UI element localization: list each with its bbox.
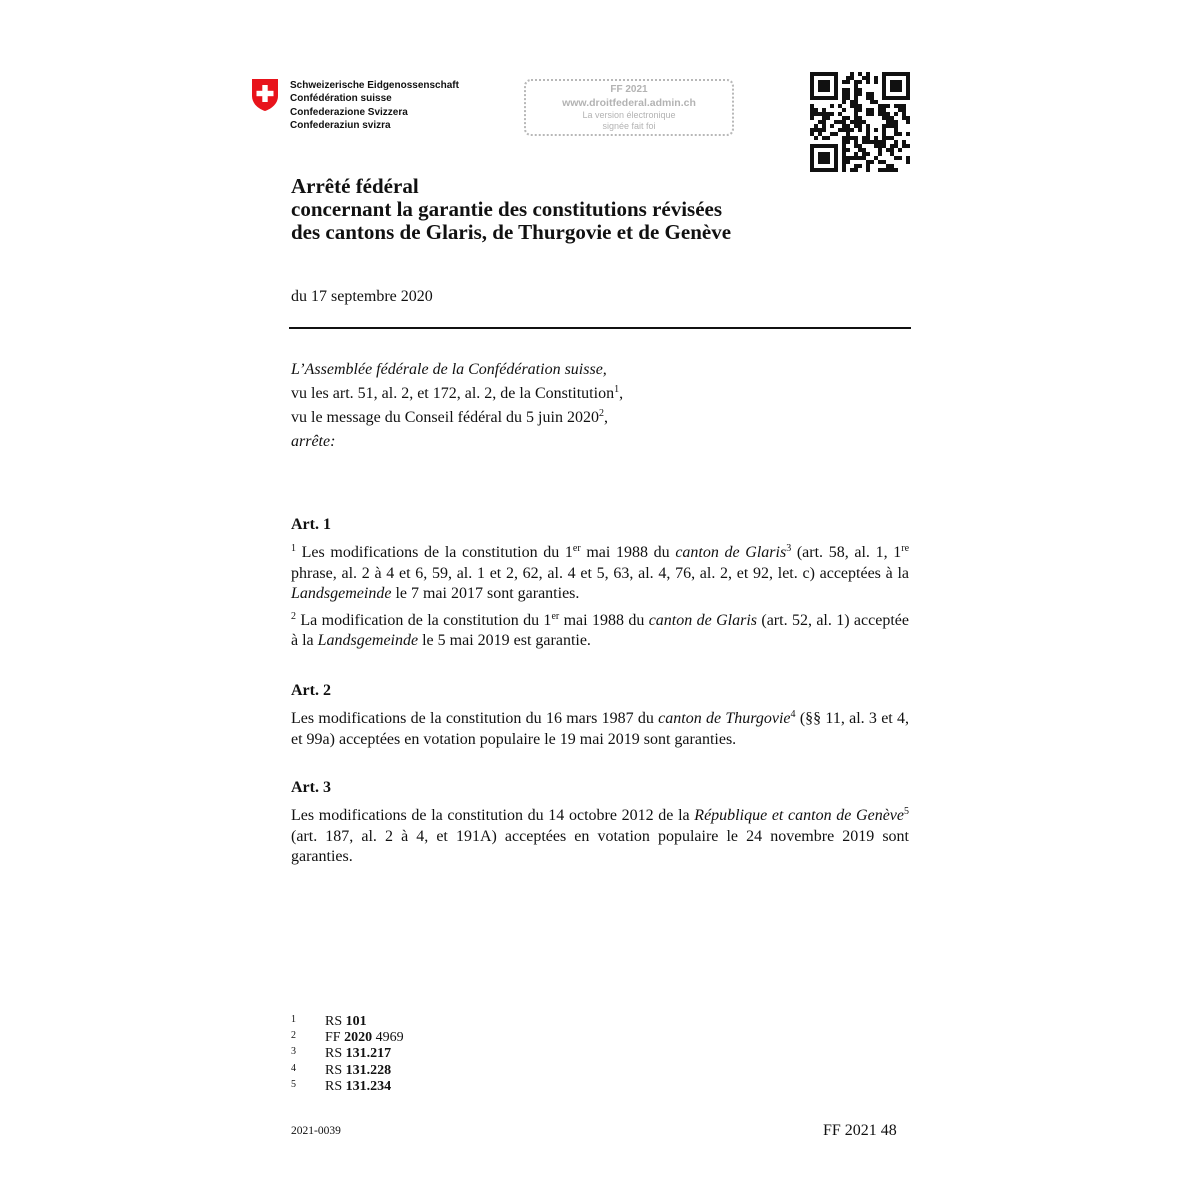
- document-date: du 17 septembre 2020: [291, 288, 433, 305]
- footnote-ref-3[interactable]: 3: [786, 543, 792, 554]
- article-3-heading: Art. 3: [291, 779, 331, 796]
- paragraph-number: 2: [291, 610, 296, 622]
- footnote: 4 RS 131.228: [291, 1062, 392, 1078]
- title-line-2: concernant la garantie des constitutions révisées: [291, 197, 723, 221]
- canton-name: canton de Glaris: [675, 544, 787, 561]
- preamble-vu1-text: vu les art. 51, al. 2, et 172, al. 2, de la Constitution: [291, 385, 615, 402]
- title-divider: [289, 327, 911, 329]
- preamble-assembly: L’Assemblée fédérale de la Confédération suisse,: [291, 361, 607, 378]
- stamp-line3: La version électronique: [582, 110, 676, 120]
- article-1-paragraph-2: $^2$ La modification de la constitution du 1er mai 1988 du canton de Glaris (art. 52, al. 1) acceptée à la Landsgemeinde le 5 mai 2019 est garantie.: [291, 610, 909, 650]
- footnote: 2 FF 2020 4969: [291, 1030, 404, 1046]
- preamble-vu2-end: ,: [603, 409, 608, 426]
- canton-name: République et canton de Genève: [694, 807, 904, 824]
- article-3-body: [291, 806, 909, 874]
- ff-reference: FF 2021 48: [823, 1122, 897, 1139]
- confederation-name-de: Schweizerische Eidgenossenschaft: [290, 80, 459, 91]
- article-1-heading: Art. 1: [291, 516, 331, 533]
- footnote-ref-4[interactable]: 4: [790, 709, 796, 720]
- preamble-vu1-end: ,: [619, 385, 624, 402]
- confederation-name-fr: Confédération suisse: [290, 93, 392, 105]
- confederation-name-rm: Confederaziun svizra: [290, 120, 391, 132]
- footnote-ref-2[interactable]: 2: [598, 408, 604, 419]
- paragraph-number: 1: [291, 543, 296, 554]
- stamp-url[interactable]: www.droitfederal.admin.ch: [562, 97, 696, 109]
- preamble-vu2-text: vu le message du Conseil fédéral du 5 juin 2020: [291, 409, 599, 426]
- title-line-1: Arrêté fédéral: [291, 174, 419, 198]
- footnote-ref-1[interactable]: 1: [614, 384, 620, 395]
- qr-code-icon[interactable]: [810, 72, 910, 172]
- preamble-vu-constitution: [291, 383, 911, 404]
- article-2-heading: Art. 2: [291, 682, 331, 699]
- footnote-ref-5[interactable]: 5: [904, 806, 909, 817]
- article-2-paragraph: Les modifications de la constitution du 16 mars 1987 du canton de Thurgovie$^4$ (§§ 11, al. 3 et 4, et 99a) acceptées en votation populaire le 19 mai 2019 sont garanties.: [291, 709, 910, 748]
- preamble-vu-message: [291, 407, 911, 428]
- preamble: [291, 359, 911, 455]
- canton-name: canton de Thurgovie: [658, 710, 791, 727]
- footnote: 1 RS 101: [291, 1014, 367, 1029]
- title-line-3: des cantons de Glaris, de Thurgovie et de Genève: [291, 220, 732, 244]
- swiss-cross-shield-icon: [251, 78, 279, 112]
- article-1-body: [291, 543, 909, 658]
- confederation-name-it: Confederazione Svizzera: [290, 106, 408, 118]
- footnote: 3 RS 131.217: [291, 1046, 392, 1062]
- footnotes: [291, 1014, 404, 1095]
- article-1-paragraph-1: $^1$ Les modifications de la constitution du 1er mai 1988 du canton de Glaris$^3$ (art. 58, al. 1, 1re phrase, al. 2 à 4 et 6, 59, al. 1 et 2, 62, al. 4 et 5, 63, al. 4, 76, al. 2, et 92, let. c) acceptées à la Landsgemeinde le 7 mai 2017 sont garanties.: [291, 543, 910, 603]
- preamble-arrete: arrête:: [291, 433, 336, 450]
- article-2-body: [291, 709, 909, 756]
- stamp-line4: signée fait foi: [602, 121, 656, 131]
- document-id: 2021-0039: [291, 1125, 341, 1137]
- footnote: 5 RS 131.234: [291, 1078, 392, 1094]
- canton-name: canton de Glaris: [648, 611, 757, 629]
- article-3-paragraph: Les modifications de la constitution du 14 octobre 2012 de la République et canton de Genève$^5$ (art. 187, al. 2 à 4, et 191A) acceptées en votation populaire le 24 novembre 2019 sont garanties.: [291, 806, 909, 866]
- stamp-ff-ref: FF 2021: [610, 84, 648, 95]
- electronic-signature-stamp: [524, 79, 734, 136]
- confederation-names: [290, 79, 459, 133]
- page-title: [291, 175, 731, 244]
